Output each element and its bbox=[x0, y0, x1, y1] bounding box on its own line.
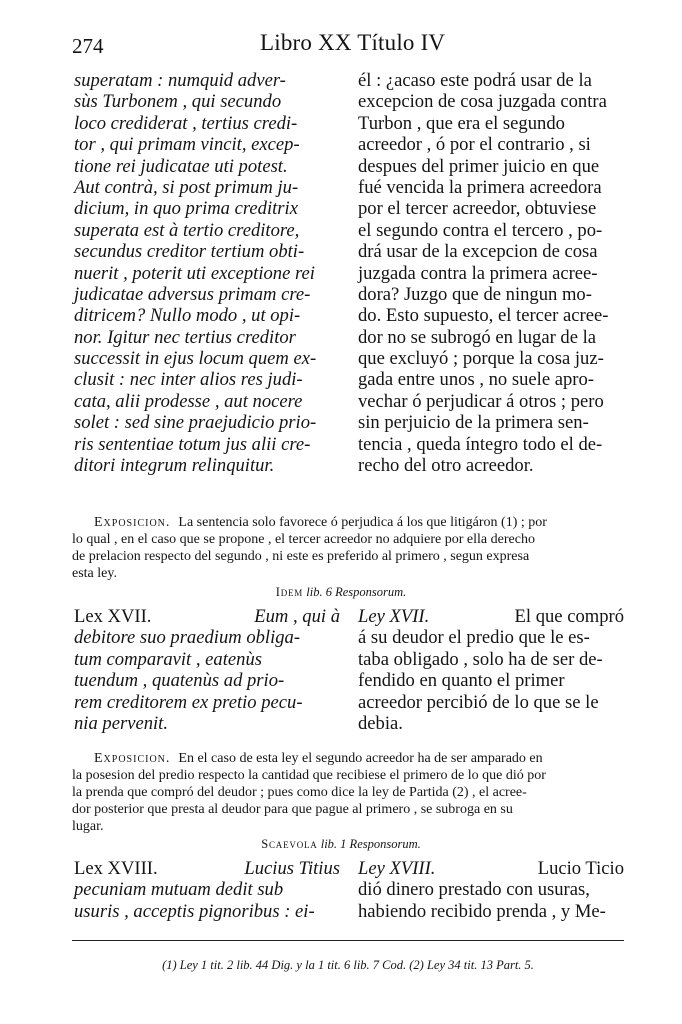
page-number: 274 bbox=[72, 34, 104, 58]
spanish-text-line: acreedor , ó por el contrario , si bbox=[358, 134, 591, 156]
exposicion-line: lugar. bbox=[72, 819, 104, 834]
spanish-text-line: vechar ó perjudicar á otros ; pero bbox=[358, 390, 604, 412]
exposicion-first-line: La sentencia solo favorece ó perjudica á los que litigáron (1) ; por bbox=[178, 515, 547, 530]
latin-text-line: usuris , acceptis pignoribus : ei- bbox=[74, 900, 315, 922]
running-head: Libro XX Título IV bbox=[260, 30, 446, 55]
latin-text-line: nuerit , poterit uti exceptione rei bbox=[74, 262, 315, 284]
spanish-text-line: él : ¿acaso este podrá usar de la bbox=[358, 70, 592, 91]
spanish-text-line: dora? Juzgo que de ningun mo- bbox=[358, 283, 592, 305]
latin-text-line: tor , qui primam vincit, excep- bbox=[74, 134, 300, 156]
lex-17-latin-heading: Lex XVII. bbox=[74, 606, 152, 627]
latin-text-line: tione rei judicatae uti potest. bbox=[74, 155, 288, 177]
spanish-text-line: fué vencida la primera acreedora bbox=[358, 176, 602, 198]
spanish-text-line: el segundo contra el tercero , po- bbox=[358, 219, 603, 241]
spanish-text-line: dió dinero prestado con usuras, bbox=[358, 879, 590, 901]
latin-text-line: sùs Turbonem , qui secundo bbox=[74, 91, 282, 113]
spanish-text-line: tencia , queda íntegro todo el de- bbox=[358, 433, 603, 455]
spanish-text-line: á su deudor el predio que le es- bbox=[358, 627, 590, 649]
latin-text-line: solet : sed sine praejudicio prio- bbox=[74, 412, 317, 434]
lex-17-spanish-first: El que compró bbox=[514, 606, 624, 627]
exposicion-line: la prenda que compró del deudor ; pues como dice la ley de Partida (2) , el acree- bbox=[72, 785, 527, 800]
spanish-text-line: juzgada contra la primera acree- bbox=[358, 262, 598, 284]
source-author: Scaevola bbox=[261, 837, 318, 851]
exposicion-2 bbox=[72, 750, 624, 835]
latin-text-line: nor. Igitur nec tertius creditor bbox=[74, 326, 296, 348]
source-work: lib. 1 Responsorum. bbox=[320, 837, 421, 851]
spanish-text-line: sin perjuicio de la primera sen- bbox=[358, 412, 589, 434]
spanish-text-line: excepcion de cosa juzgada contra bbox=[358, 91, 607, 113]
exposicion-line: la posesion del predio respecto la cantidad que recibiese el primero de lo que dió por bbox=[72, 768, 546, 783]
lex-18-latin-heading: Lex XVIII. bbox=[74, 858, 158, 879]
spanish-text-line: recho del otro acreedor. bbox=[358, 455, 534, 477]
exposicion-label: Exposicion. bbox=[94, 751, 171, 766]
latin-text-line: secundus creditor tertium obti- bbox=[74, 241, 305, 263]
latin-text-line: cata, alii prodesse , aut nocere bbox=[74, 390, 303, 412]
latin-text-line: pecuniam mutuam dedit sub bbox=[74, 879, 284, 901]
spanish-text-line: que excluyó ; porque la cosa juz- bbox=[358, 348, 604, 370]
latin-text-line: ditricem? Nullo modo , ut opi- bbox=[74, 305, 301, 327]
lex-18-spanish-first: Lucio Ticio bbox=[537, 858, 624, 879]
spanish-text-line: taba obligado , solo ha de ser de- bbox=[358, 648, 603, 670]
exposicion-first-line: En el caso de esta ley el segundo acreedor ha de ser amparado en bbox=[178, 751, 543, 766]
lex-17-latin bbox=[74, 606, 340, 734]
latin-text-line: dicium, in quo prima creditrix bbox=[74, 198, 298, 220]
lex-18-spanish-heading: Ley XVIII. bbox=[358, 858, 436, 879]
exposicion-1 bbox=[72, 514, 624, 582]
source-author: Idem bbox=[275, 585, 304, 599]
latin-text-line: nia pervenit. bbox=[74, 712, 168, 734]
latin-text-line: clusit : nec inter alios res judi- bbox=[74, 369, 303, 391]
exposicion-label: Exposicion. bbox=[94, 515, 171, 530]
lex-18-latin bbox=[74, 858, 340, 922]
page-header bbox=[72, 28, 632, 58]
exposicion-line: esta ley. bbox=[72, 566, 117, 581]
footnote-rule bbox=[72, 940, 624, 941]
spanish-text-line: gada entre unos , no suele apro- bbox=[358, 369, 594, 391]
spanish-column-1 bbox=[358, 70, 624, 476]
footnote: (1) Ley 1 tit. 2 lib. 44 Dig. y la 1 tit. 6 lib. 7 Cod. (2) Ley 34 tit. 13 Part. 5. bbox=[162, 958, 534, 972]
spanish-text-line: do. Esto supuesto, el tercer acree- bbox=[358, 305, 609, 327]
latin-text-line: ditori integrum relinquitur. bbox=[74, 455, 275, 477]
spanish-text-line: drá usar de la excepcion de cosa bbox=[358, 241, 598, 263]
lex-17-spanish-heading: Ley XVII. bbox=[358, 606, 430, 627]
spanish-text-line: acreedor percibió de lo que se le bbox=[358, 691, 599, 713]
spanish-text-line: dor no se subrogó en lugar de la bbox=[358, 326, 597, 348]
lex-17-latin-first: Eum , qui à bbox=[254, 606, 340, 627]
latin-text-line: debitore suo praedium obliga- bbox=[74, 627, 301, 649]
lex-17-spanish bbox=[358, 606, 624, 734]
latin-column-1 bbox=[74, 70, 340, 476]
spanish-text-line: debia. bbox=[358, 712, 403, 734]
latin-text-line: ris sententiae totum jus alii cre- bbox=[74, 433, 311, 455]
exposicion-line: dor posterior que presta al deudor para que pague al primero , se subroga en su bbox=[72, 802, 513, 817]
latin-text-line: successit in ejus locum quem ex- bbox=[74, 348, 317, 370]
latin-text-line: rem creditorem ex pretio pecu- bbox=[74, 691, 303, 713]
latin-text-line: Aut contrà, si post primum ju- bbox=[74, 176, 299, 198]
source-work: lib. 6 Responsorum. bbox=[306, 585, 407, 599]
spanish-text-line: Turbon , que era el segundo bbox=[358, 112, 565, 134]
lex-18-latin-first: Lucius Titius bbox=[244, 858, 340, 879]
lex-18-spanish bbox=[358, 858, 624, 922]
latin-text-line: tum comparavit , eatenùs bbox=[74, 648, 262, 670]
exposicion-line: lo qual , en el caso que se propone , el tercer acreedor no adquiere por ella derecho bbox=[72, 532, 535, 547]
exposicion-line: de prelacion respecto del segundo , ni este es preferido al primero , segun expresa bbox=[72, 549, 530, 564]
spanish-text-line: despues del primer juicio en que bbox=[358, 155, 600, 177]
latin-text-line: loco crediderat , tertius credi- bbox=[74, 112, 298, 134]
source-citation-1 bbox=[0, 584, 682, 600]
spanish-text-line: habiendo recibido prenda , y Me- bbox=[358, 900, 606, 922]
latin-text-line: judicatae adversus primam cre- bbox=[74, 283, 311, 305]
spanish-text-line: por el tercer acreedor, obtuviese bbox=[358, 198, 597, 220]
latin-text-line: superata est à tertio creditore, bbox=[74, 219, 300, 241]
latin-text-line: tuendum , quatenùs ad prio- bbox=[74, 670, 285, 692]
latin-text-line: superatam : numquid adver- bbox=[74, 70, 286, 91]
source-citation-2 bbox=[0, 836, 682, 852]
spanish-text-line: fendido en quanto el primer bbox=[358, 670, 565, 692]
